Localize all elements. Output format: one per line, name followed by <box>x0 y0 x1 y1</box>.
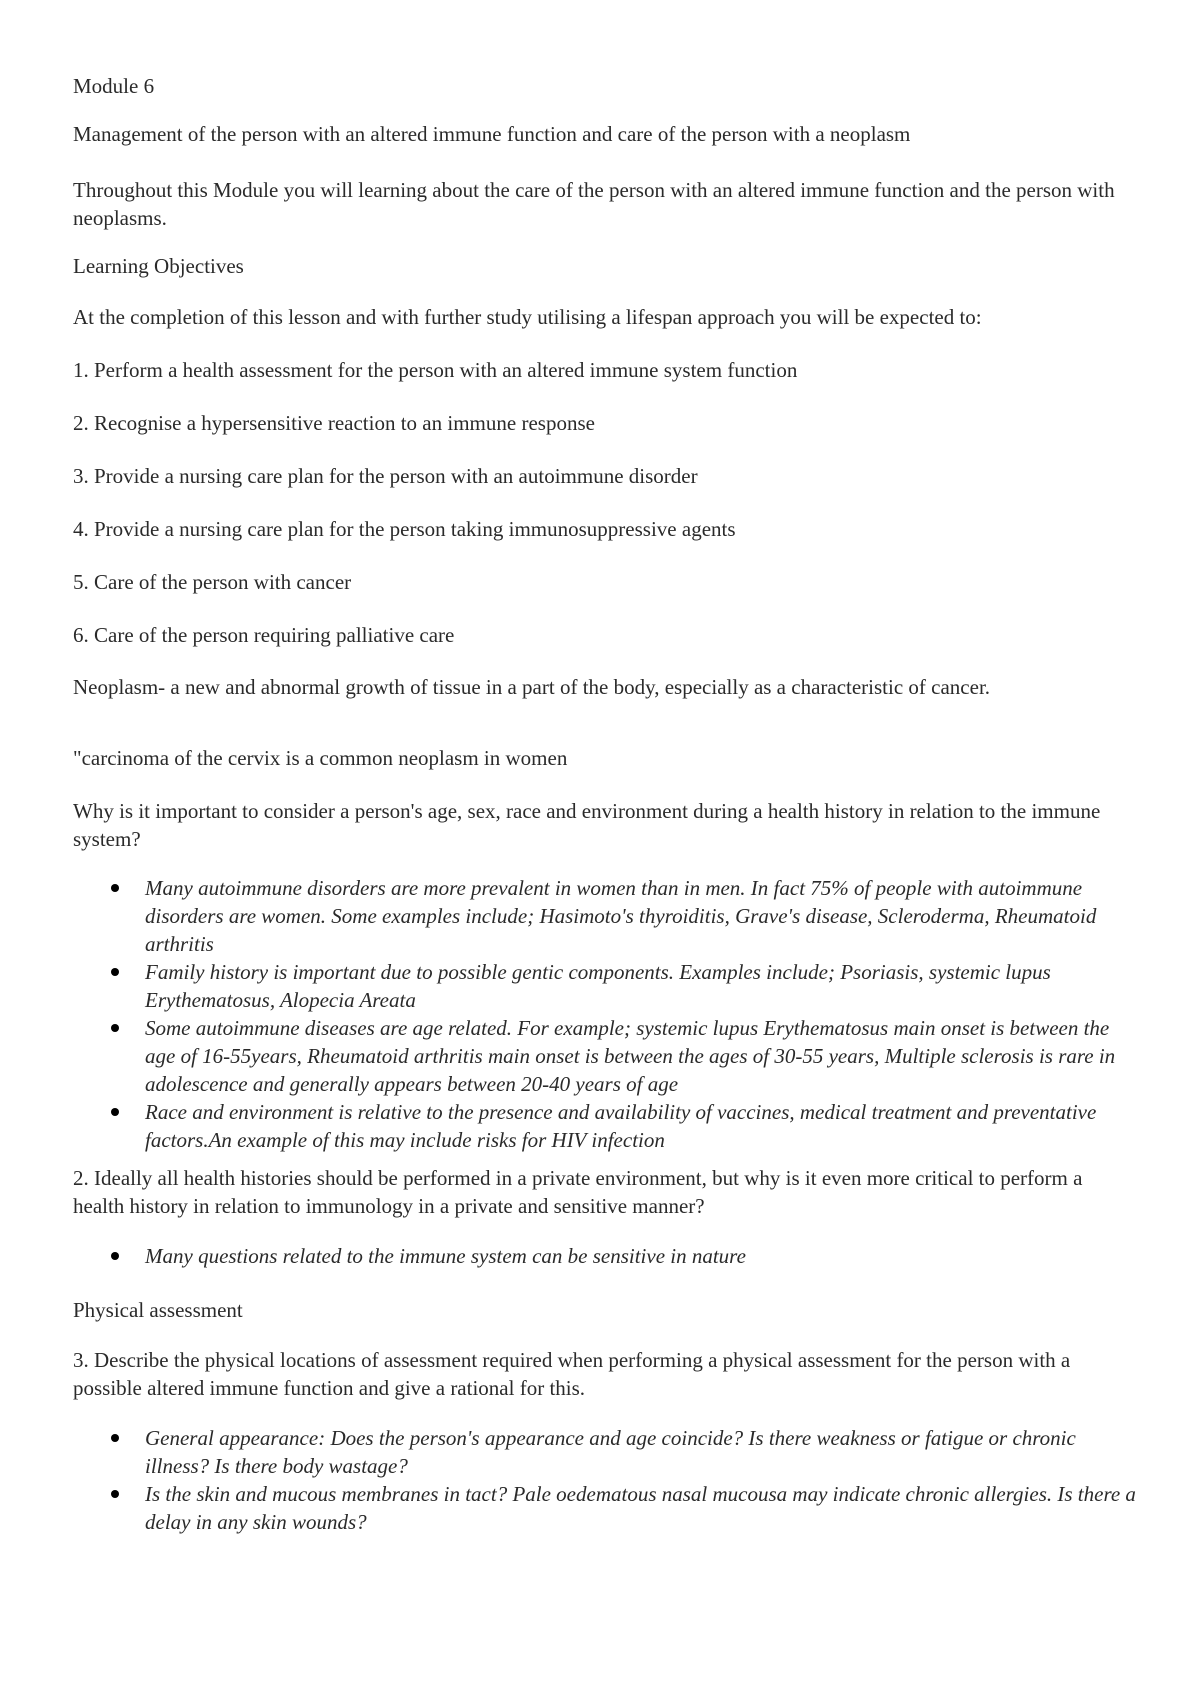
objectives-lead: At the completion of this lesson and with further study utilising a lifespan approach you will be expected to: <box>73 305 982 329</box>
objective-item: 3. Provide a nursing care plan for the person with an autoimmune disorder <box>73 464 698 488</box>
answer-list-2 <box>73 1242 1138 1270</box>
answer-list-3 <box>73 1424 1138 1536</box>
question-3: 3. Describe the physical locations of assessment required when performing a physical assessment for the person with a possible altered immune function and give a rational for this. <box>73 1348 1071 1400</box>
list-item: General appearance: Does the person's appearance and age coincide? Is there weakness or fatigue or chronic illness? Is there body wastage? <box>73 1424 1138 1480</box>
list-item: Many questions related to the immune system can be sensitive in nature <box>73 1242 1138 1270</box>
objective-item: 4. Provide a nursing care plan for the person taking immunosuppressive agents <box>73 517 736 541</box>
physical-assessment-heading: Physical assessment <box>73 1298 243 1322</box>
question-2: 2. Ideally all health histories should be performed in a private environment, but why is it even more critical to perform a health history in relation to immunology in a private and sensitive manner? <box>73 1166 1083 1218</box>
list-item: Race and environment is relative to the presence and availability of vaccines, medical treatment and preventative factors.An example of this may include risks for HIV infection <box>73 1098 1138 1154</box>
list-item: Some autoimmune diseases are age related. For example; systemic lupus Erythematosus main onset is between the age of 16-55years, Rheumatoid arthritis main onset is between the ages of 30-55 years, Multiple sclerosis is rare in adolescence and generally appears between 20-40 years of age <box>73 1014 1138 1098</box>
objective-item: 1. Perform a health assessment for the person with an altered immune system function <box>73 358 798 382</box>
neoplasm-definition: Neoplasm- a new and abnormal growth of tissue in a part of the body, especially as a characteristic of cancer. <box>73 675 991 699</box>
intro-paragraph: Throughout this Module you will learning about the care of the person with an altered immune function and the person with neoplasms. <box>73 178 1115 230</box>
objective-item: 6. Care of the person requiring palliative care <box>73 623 455 647</box>
list-item: Family history is important due to possible gentic components. Examples include; Psoriasis, systemic lupus Erythematosus, Alopecia Areata <box>73 958 1138 1014</box>
neoplasm-example: "carcinoma of the cervix is a common neoplasm in women <box>73 746 568 770</box>
objective-item: 5. Care of the person with cancer <box>73 570 352 594</box>
answer-list-1 <box>73 874 1138 1154</box>
list-item: Is the skin and mucous membranes in tact? Pale oedematous nasal mucousa may indicate chronic allergies. Is there a delay in any skin wounds? <box>73 1480 1138 1536</box>
list-item: Many autoimmune disorders are more prevalent in women than in men. In fact 75% of people with autoimmune disorders are women. Some examples include; Hasimoto's thyroiditis, Grave's disease, Scleroderma, Rheumatoid arthritis <box>73 874 1138 958</box>
question-1: Why is it important to consider a person's age, sex, race and environment during a health history in relation to the immune system? <box>73 799 1101 851</box>
module-subtitle: Management of the person with an altered immune function and care of the person with a neoplasm <box>73 122 911 146</box>
objective-item: 2. Recognise a hypersensitive reaction to an immune response <box>73 411 595 435</box>
objectives-heading: Learning Objectives <box>73 254 244 278</box>
module-title: Module 6 <box>73 74 155 98</box>
